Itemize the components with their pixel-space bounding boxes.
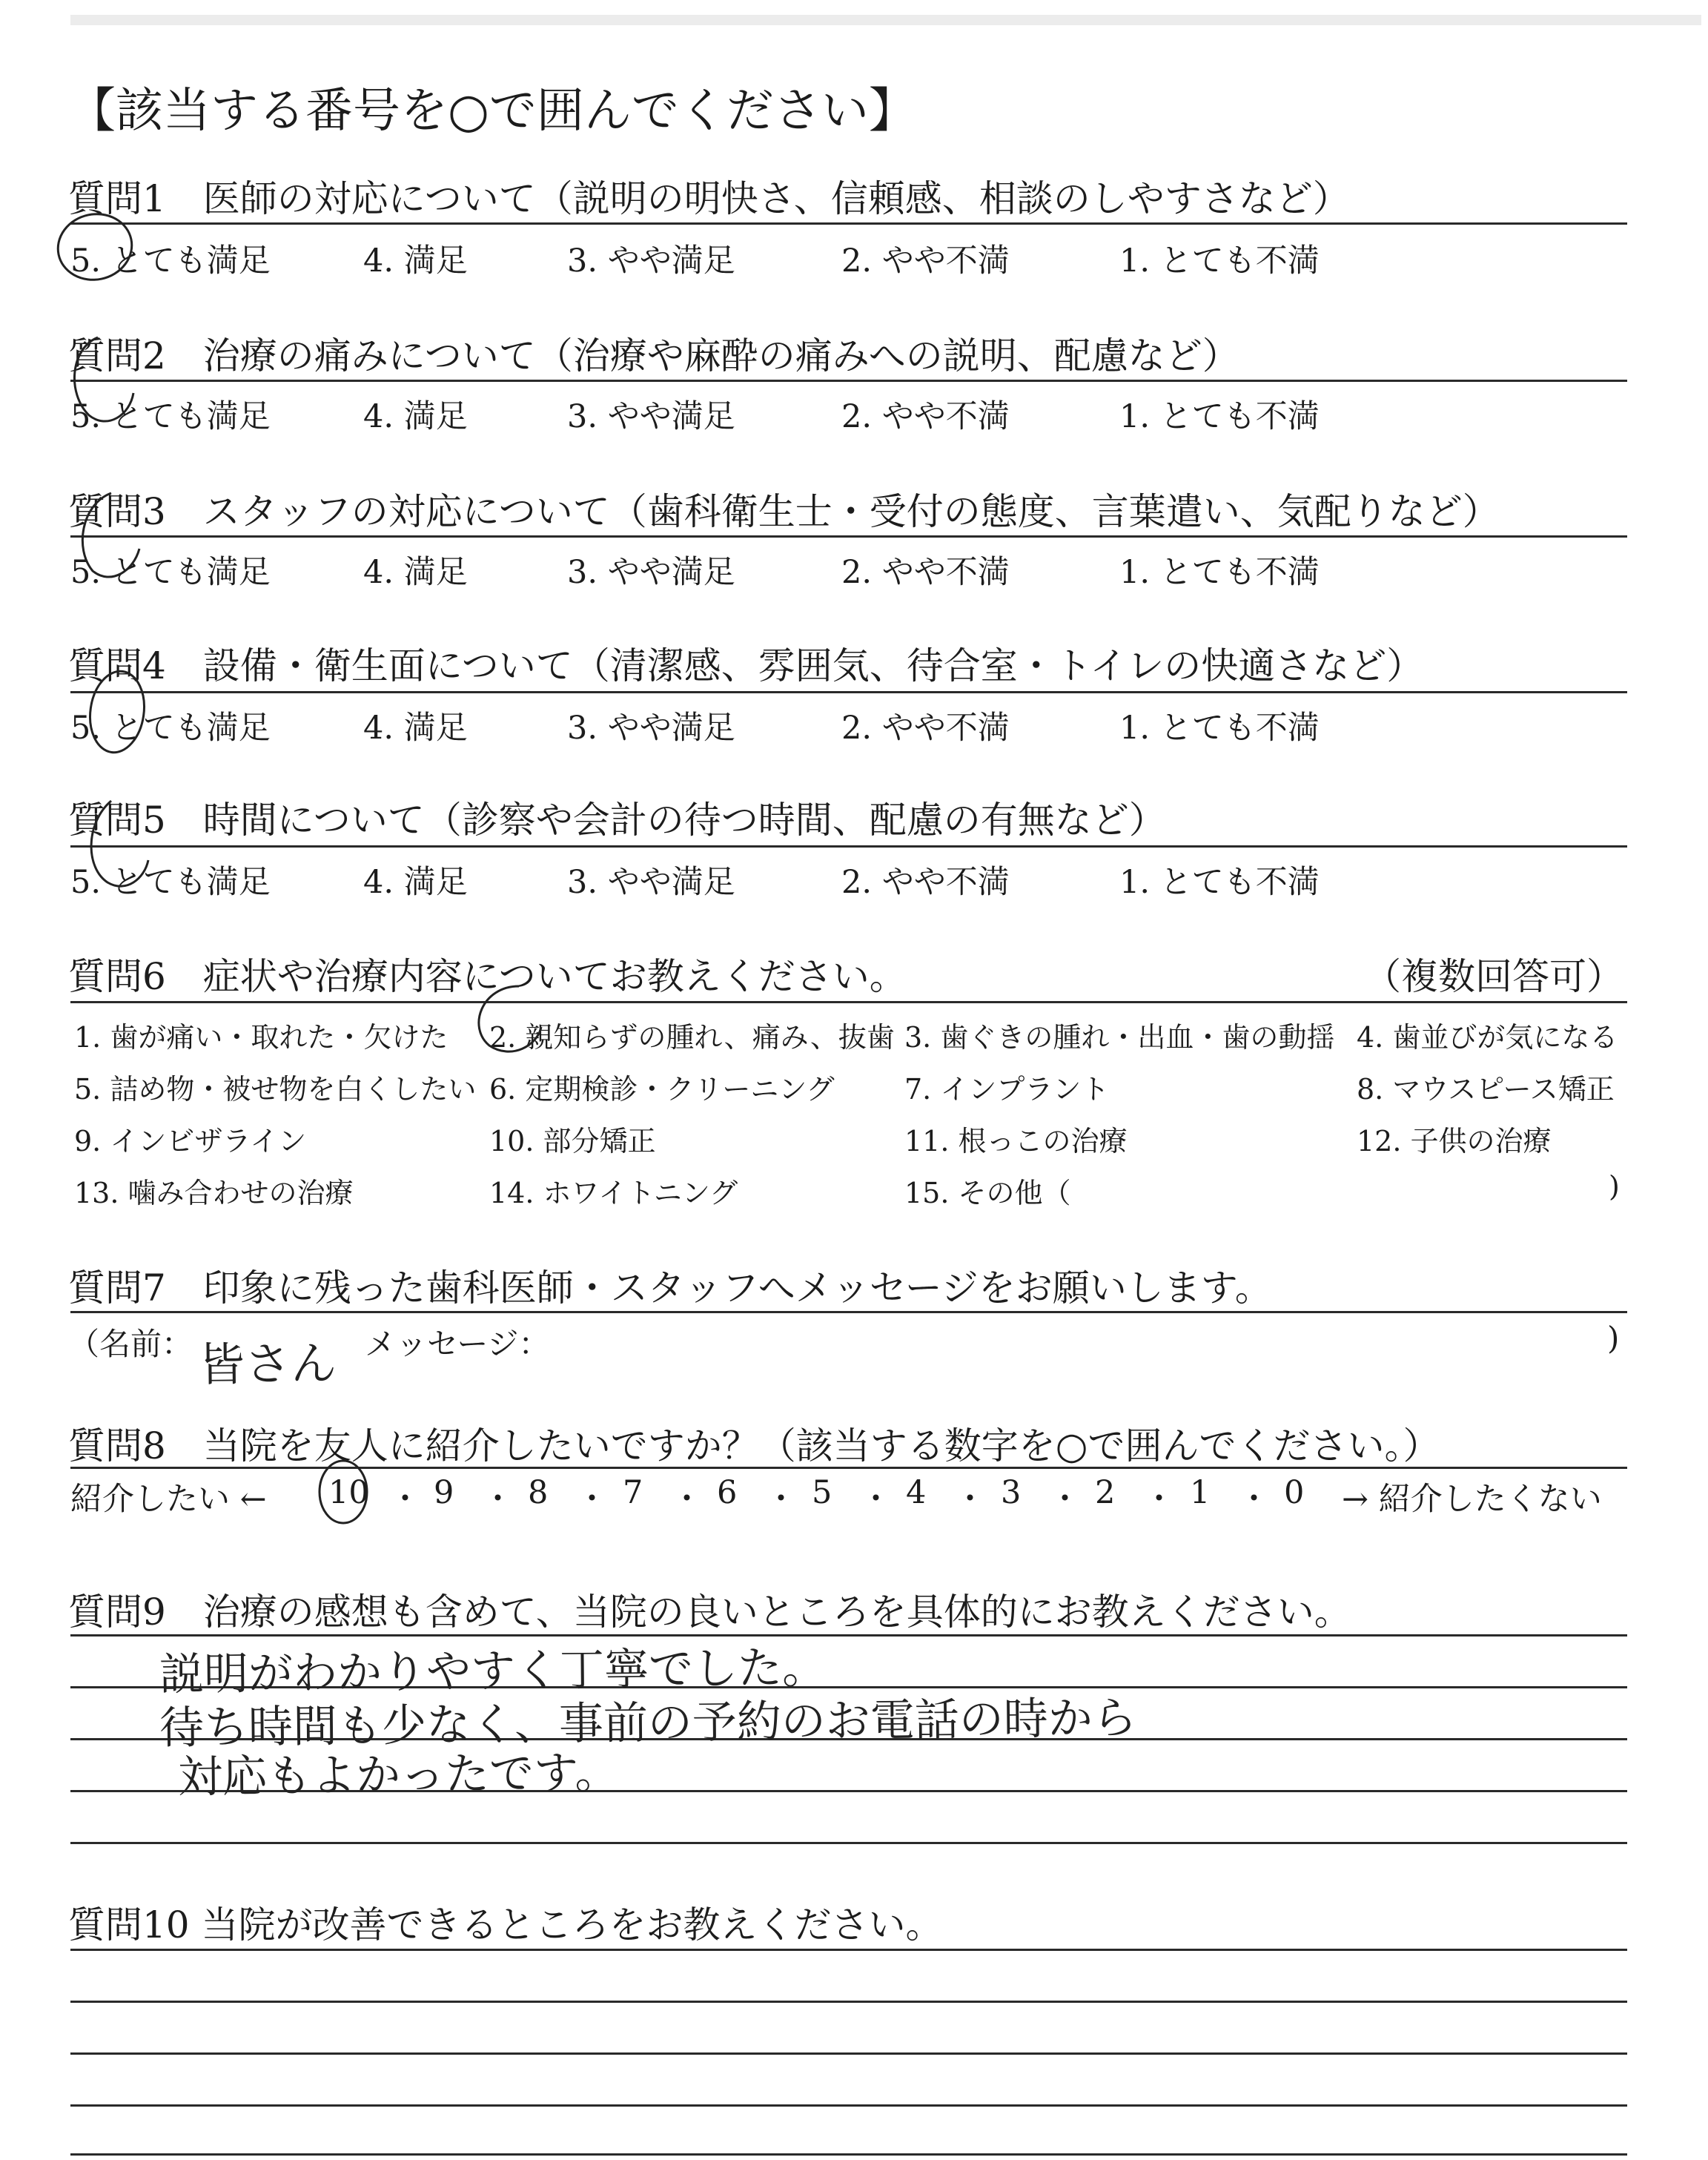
option-8[interactable]: 8. マウスピース矯正 xyxy=(1357,1073,1615,1106)
scale-dot: ・ xyxy=(860,1481,892,1518)
answer-line-1: 説明がわかりやすく丁寧でした。 xyxy=(159,1642,827,1701)
option-1[interactable]: 1. とても不満 xyxy=(1119,710,1320,747)
scale-3[interactable]: 3 xyxy=(1001,1474,1022,1511)
multiple-answers-note: （複数回答可） xyxy=(1364,955,1623,998)
form-title: 【該当する番号を○で囲んでください】 xyxy=(68,84,916,139)
option-14[interactable]: 14. ホワイトニング xyxy=(489,1177,738,1209)
option-6[interactable]: 6. 定期検診・クリーニング xyxy=(489,1073,835,1106)
option-7[interactable]: 7. インプラント xyxy=(904,1073,1110,1106)
option-5[interactable]: 5. とても満足 xyxy=(70,554,271,591)
option-2[interactable]: 2. やや不満 xyxy=(841,242,1010,280)
option-5[interactable]: 5. 詰め物・被せ物を白くしたい xyxy=(74,1073,477,1106)
name-handwriting: 皆さん xyxy=(198,1336,337,1392)
scale-dot: ・ xyxy=(389,1481,421,1518)
option-3[interactable]: 3. やや満足 xyxy=(567,554,735,591)
circle-mark-q4 xyxy=(85,668,150,756)
scale-dot: ・ xyxy=(954,1481,986,1518)
option-13[interactable]: 13. 噛み合わせの治療 xyxy=(74,1177,354,1209)
option-10[interactable]: 10. 部分矯正 xyxy=(489,1125,656,1157)
option-3[interactable]: 3. やや満足 xyxy=(567,864,735,901)
option-3[interactable]: 3. やや満足 xyxy=(567,242,735,280)
option-3[interactable]: 3. やや満足 xyxy=(567,398,735,435)
scale-10[interactable]: 10 xyxy=(328,1474,369,1511)
question-2: 質問2 治療の痛みについて（治療や麻酔の痛みへの説明、配慮など） xyxy=(68,334,1239,377)
option-9[interactable]: 9. インビザライン xyxy=(74,1125,307,1157)
question-6: 質問6 症状や治療内容についてお教えください。 xyxy=(68,955,907,998)
option-1[interactable]: 1. 歯が痛い・取れた・欠けた xyxy=(74,1021,448,1054)
option-5[interactable]: 5. とても満足 xyxy=(70,864,271,901)
option-4[interactable]: 4. 満足 xyxy=(363,710,468,747)
option-4[interactable]: 4. 満足 xyxy=(363,554,468,591)
circle-mark-q8 xyxy=(320,1461,367,1523)
option-12[interactable]: 12. 子供の治療 xyxy=(1357,1125,1552,1157)
circle-mark-q2 xyxy=(74,337,133,421)
scale-left-label: 紹介したい ← xyxy=(70,1481,267,1518)
question-4: 質問4 設備・衛生面について（清潔感、雰囲気、待合室・トイレの快適さなど） xyxy=(68,644,1424,687)
option-3[interactable]: 3. やや満足 xyxy=(567,710,735,747)
scale-dot: ・ xyxy=(671,1481,703,1518)
option-4[interactable]: 4. 満足 xyxy=(363,398,468,435)
scale-dot: ・ xyxy=(1238,1481,1270,1518)
question-5: 質問5 時間について（診察や会計の待つ時間、配慮の有無など） xyxy=(68,799,1166,842)
option-2[interactable]: 2. やや不満 xyxy=(841,398,1010,435)
option-1[interactable]: 1. とても不満 xyxy=(1119,554,1320,591)
question-7: 質問7 印象に残った歯科医師・スタッフへメッセージをお願いします。 xyxy=(68,1266,1272,1309)
scale-7[interactable]: 7 xyxy=(623,1474,643,1511)
option-4[interactable]: 4. 満足 xyxy=(363,864,468,901)
question-1: 質問1 医師の対応について（説明の明快さ、信頼感、相談のしやすさなど） xyxy=(68,177,1350,220)
option-5[interactable]: 5. とても満足 xyxy=(70,398,271,435)
option-2[interactable]: 2. やや不満 xyxy=(841,864,1010,901)
option-5[interactable]: 5. とても満足 xyxy=(70,710,271,747)
option-11[interactable]: 11. 根っこの治療 xyxy=(904,1125,1128,1157)
scale-dot: ・ xyxy=(576,1481,608,1518)
question-9: 質問9 治療の感想も含めて、当院の良いところを具体的にお教えください。 xyxy=(68,1591,1351,1634)
option-2[interactable]: 2. やや不満 xyxy=(841,554,1010,591)
scale-right-label: → 紹介したくない xyxy=(1342,1481,1602,1518)
message-close-paren: ) xyxy=(1607,1320,1620,1356)
message-label[interactable]: メッセージ： xyxy=(365,1326,550,1362)
option-3[interactable]: 3. 歯ぐきの腫れ・出血・歯の動揺 xyxy=(904,1021,1335,1054)
question-3: 質問3 スタッフの対応について（歯科衛生士・受付の態度、言葉遣い、気配りなど） xyxy=(68,490,1500,533)
scale-6[interactable]: 6 xyxy=(717,1474,738,1511)
scale-1[interactable]: 1 xyxy=(1190,1474,1211,1511)
circle-mark-q6 xyxy=(479,986,541,1051)
option-15[interactable]: 15. その他（ xyxy=(904,1177,1071,1209)
scale-8[interactable]: 8 xyxy=(528,1474,549,1511)
other-close-paren: ) xyxy=(1609,1170,1620,1203)
scale-0[interactable]: 0 xyxy=(1284,1474,1305,1511)
circle-mark-q5 xyxy=(91,801,148,886)
question-10: 質問10 当院が改善できるところをお教えください。 xyxy=(68,1903,943,1946)
option-1[interactable]: 1. とても不満 xyxy=(1119,242,1320,280)
option-4[interactable]: 4. 満足 xyxy=(363,242,468,280)
circle-mark-q3 xyxy=(82,493,139,577)
option-2[interactable]: 2. 親知らずの腫れ、痛み、抜歯 xyxy=(489,1021,895,1054)
scale-5[interactable]: 5 xyxy=(812,1474,833,1511)
scale-dot: ・ xyxy=(482,1481,514,1518)
answer-line-2: 待ち時間も少なく、事前の予約のお電話の時から xyxy=(159,1692,1138,1754)
name-label: （名前： xyxy=(68,1326,193,1362)
circle-mark-q1 xyxy=(52,208,138,287)
answer-line-3: 対応もよかったです。 xyxy=(177,1746,620,1804)
scale-9[interactable]: 9 xyxy=(434,1474,454,1511)
scale-dot: ・ xyxy=(1143,1481,1175,1518)
scale-dot: ・ xyxy=(765,1481,797,1518)
option-2[interactable]: 2. やや不満 xyxy=(841,710,1010,747)
option-5[interactable]: 5. とても満足 xyxy=(70,242,271,280)
scale-2[interactable]: 2 xyxy=(1095,1474,1116,1511)
option-1[interactable]: 1. とても不満 xyxy=(1119,398,1320,435)
scale-4[interactable]: 4 xyxy=(906,1474,927,1511)
question-8: 質問8 当院を友人に紹介したいですか？（該当する数字を○で囲んでください。） xyxy=(68,1424,1440,1467)
option-1[interactable]: 1. とても不満 xyxy=(1119,864,1320,901)
scale-dot: ・ xyxy=(1049,1481,1081,1518)
option-4[interactable]: 4. 歯並びが気になる xyxy=(1357,1021,1618,1054)
